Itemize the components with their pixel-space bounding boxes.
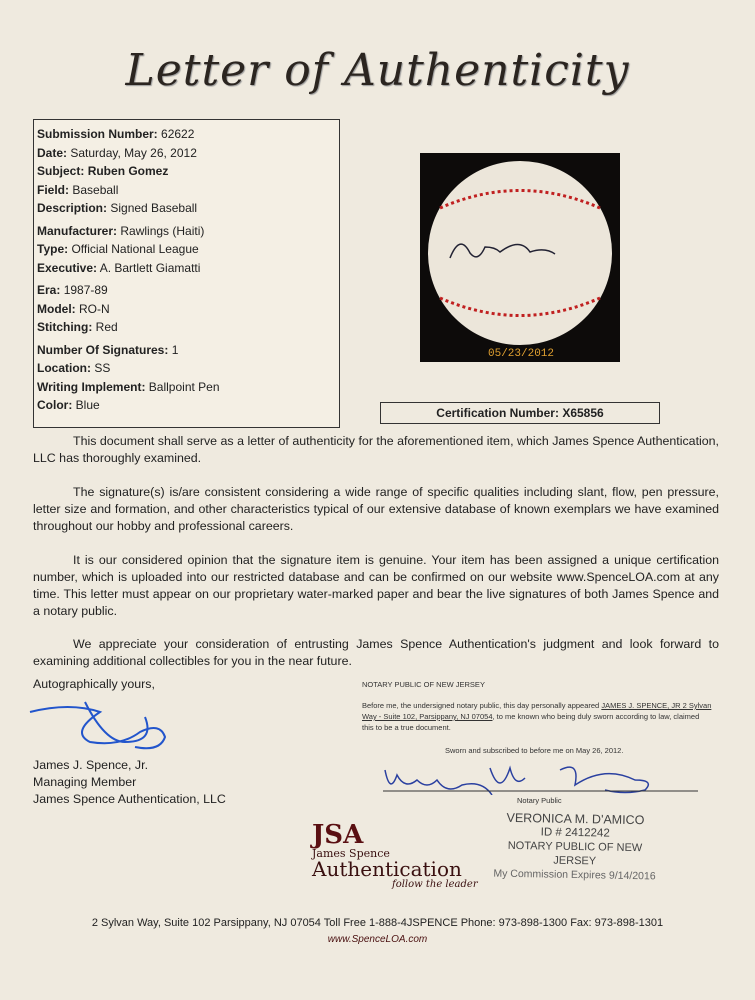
detail-row	[37, 378, 336, 397]
detail-label: Field:	[37, 182, 69, 197]
detail-label: Subject:	[37, 164, 85, 178]
detail-value: Ballpoint Pen	[148, 379, 220, 394]
detail-row	[37, 300, 336, 319]
detail-value: Signed Baseball	[110, 201, 198, 215]
closing: Autographically yours,	[33, 677, 155, 691]
detail-value: A. Bartlett Giamatti	[99, 260, 201, 275]
detail-row	[37, 199, 336, 218]
detail-label: Submission Number:	[37, 127, 158, 141]
detail-row	[37, 396, 336, 415]
detail-label: Description:	[37, 201, 108, 215]
paragraph-4: We appreciate your consideration of entrusting James Spence Authentication's judgment and look forward to examining additional collectibles for you in the near future.	[33, 637, 719, 668]
detail-row	[37, 281, 336, 300]
detail-row	[37, 341, 336, 360]
page-title: Letter of Authenticity	[125, 45, 630, 96]
detail-label: Writing Implement:	[37, 379, 146, 394]
notary-signature	[380, 760, 700, 795]
cert-number: X65856	[562, 406, 604, 420]
detail-label: Executive:	[37, 260, 98, 275]
detail-row	[37, 240, 336, 259]
notary-id: ID # 2412242	[540, 826, 610, 840]
detail-label: Era:	[37, 283, 61, 297]
detail-value: SS	[94, 361, 111, 375]
detail-group	[37, 341, 336, 415]
detail-value: Saturday, May 26, 2012	[70, 145, 197, 160]
detail-row	[37, 144, 336, 163]
baseball-image	[420, 153, 620, 362]
certification-number-box	[380, 402, 660, 424]
paragraph-2: The signature(s) is/are consistent considering a wide range of specific qualities including slant, flow, pen pressure, letter size and formation, and other characteristics typical of our extensive database of known exemplars we have examined throughout our hobby and professional careers.	[33, 485, 719, 533]
detail-group	[37, 222, 336, 278]
detail-row	[37, 259, 336, 278]
item-details-box	[33, 119, 340, 428]
signer-role: Managing Member	[33, 775, 137, 789]
detail-label: Number Of Signatures:	[37, 342, 169, 357]
notary-statement: Before me, the undersigned notary public, this day personally appeared JAMES J. SPENCE, JR 2 Sylvan Way - Suite 102, Parsippany, NJ 07054, to me known who being duly sworn according to law, claimed this to be a true document.	[362, 701, 712, 732]
notary-expiry: My Commission Expires 9/14/2016	[493, 867, 656, 883]
notary-sworn: Sworn and subscribed to before me on May 26, 2012.	[445, 746, 624, 755]
detail-row	[37, 318, 336, 337]
notary-heading: NOTARY PUBLIC OF NEW JERSEY	[362, 680, 485, 689]
detail-label: Color:	[37, 398, 73, 412]
detail-value: Baseball	[72, 182, 119, 197]
notary-state: NOTARY PUBLIC OF NEW JERSEY	[507, 839, 643, 868]
detail-group	[37, 281, 336, 337]
detail-value: Ruben Gomez	[87, 164, 169, 178]
detail-value: 1	[171, 342, 179, 357]
detail-row	[37, 125, 336, 144]
detail-label: Model:	[37, 301, 76, 316]
detail-value: Blue	[75, 398, 100, 412]
detail-value: Rawlings (Haiti)	[120, 223, 205, 238]
signer-company: James Spence Authentication, LLC	[33, 792, 226, 806]
detail-value: Official National League	[71, 242, 199, 256]
detail-value: RO-N	[79, 301, 110, 316]
photo-date-stamp: 05/23/2012	[488, 348, 555, 360]
detail-label: Type:	[37, 242, 69, 256]
detail-value: 62622	[161, 127, 195, 141]
footer-contact: 2 Sylvan Way, Suite 102 Parsippany, NJ 07054 Toll Free 1-888-4JSPENCE Phone: 973-898-1300 Fax: 973-898-1301	[91, 917, 664, 929]
detail-label: Manufacturer:	[37, 223, 118, 238]
detail-row	[37, 222, 336, 241]
detail-row	[37, 359, 336, 378]
detail-label: Stitching:	[37, 320, 93, 334]
paragraph-3: It is our considered opinion that the signature item is genuine. Your item has been assigned a unique certification number, which is uploaded into our restricted database and can be confirmed on our website www.SpenceLOA.com at any time. This letter must appear on our proprietary water-marked paper and bear the live signatures of both James Spence and a notary public.	[33, 553, 719, 618]
notary-stamp	[489, 811, 660, 884]
detail-row	[37, 162, 336, 181]
detail-label: Date:	[37, 145, 68, 160]
notary-name: VERONICA M. D'AMICO	[506, 810, 645, 828]
detail-value: 1987-89	[63, 283, 108, 297]
spence-signature	[25, 692, 170, 752]
website-link[interactable]: www.SpenceLOA.com	[327, 934, 428, 945]
detail-value: Red	[95, 320, 118, 334]
cert-label: Certification Number:	[436, 406, 559, 420]
detail-label: Location:	[37, 361, 91, 375]
detail-row	[37, 181, 336, 200]
notary-label: Notary Public	[517, 796, 562, 805]
jsa-logo: JSA James Spence Authentication follow the leader	[312, 820, 478, 890]
signer-name: James J. Spence, Jr.	[33, 758, 149, 772]
paragraph-1: This document shall serve as a letter of authenticity for the aforementioned item, which James Spence Authentication, LLC has thoroughly examined.	[33, 434, 719, 465]
detail-group	[37, 125, 336, 218]
baseball-photo	[420, 153, 620, 362]
